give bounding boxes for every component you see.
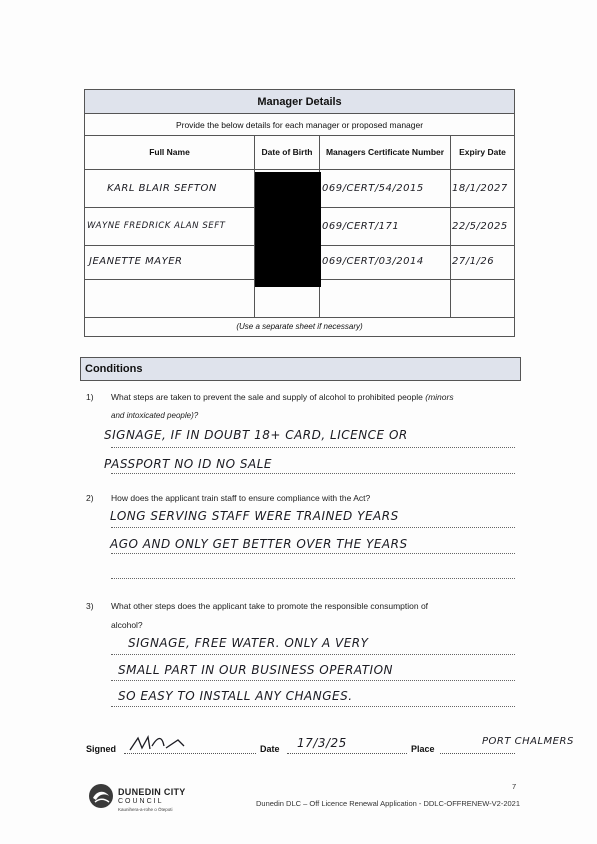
place-value: PORT CHALMERS bbox=[482, 736, 574, 747]
q3-answer-line-1: SIGNAGE, FREE WATER. ONLY A VERY bbox=[128, 636, 369, 650]
answer-line bbox=[111, 706, 515, 707]
logo-text-line-1: DUNEDIN CITY bbox=[118, 787, 186, 797]
header-full-name: Full Name bbox=[85, 136, 255, 169]
date-value: 17/3/25 bbox=[297, 736, 347, 750]
answer-line bbox=[111, 578, 515, 579]
manager-expiry: 22/5/2025 bbox=[452, 221, 508, 232]
manager-expiry: 27/1/26 bbox=[452, 256, 495, 267]
date-line bbox=[287, 753, 407, 754]
answer-line bbox=[111, 473, 515, 474]
table-header-row bbox=[85, 136, 514, 170]
manager-name: JEANETTE MAYER bbox=[89, 256, 183, 267]
manager-certificate: 069/CERT/54/2015 bbox=[322, 183, 424, 194]
q3-answer-line-2: SMALL PART IN OUR BUSINESS OPERATION bbox=[118, 663, 393, 677]
q1-answer-line-1: SIGNAGE, IF IN DOUBT 18+ CARD, LICENCE OR bbox=[104, 428, 408, 442]
table-footnote: (Use a separate sheet if necessary) bbox=[236, 322, 363, 331]
signature-line bbox=[124, 753, 256, 754]
place-label: Place bbox=[411, 744, 435, 754]
q2-answer-line-2: AGO AND ONLY GET BETTER OVER THE YEARS bbox=[110, 537, 408, 551]
q1-text-main: What steps are taken to prevent the sale and supply of alcohol to prohibited people bbox=[111, 392, 423, 402]
q3-answer-line-3: SO EASY TO INSTALL ANY CHANGES. bbox=[118, 689, 353, 703]
q1-text-italic: (minors bbox=[425, 392, 454, 402]
q3-text: What other steps does the applicant take to promote the responsible consumption of bbox=[111, 601, 429, 611]
manager-certificate: 069/CERT/03/2014 bbox=[322, 256, 424, 267]
manager-name: KARL BLAIR SEFTON bbox=[107, 183, 217, 194]
q2-number: 2) bbox=[86, 493, 94, 503]
answer-line bbox=[111, 447, 515, 448]
header-expiry: Expiry Date bbox=[459, 147, 506, 157]
q1-text bbox=[111, 392, 454, 402]
manager-expiry: 18/1/2027 bbox=[452, 183, 508, 194]
answer-line bbox=[111, 680, 515, 681]
conditions-heading: Conditions bbox=[80, 357, 521, 381]
logo-text-line-2: COUNCIL bbox=[118, 798, 164, 805]
q3-text-cont: alcohol? bbox=[111, 620, 143, 630]
q2-answer-line-1: LONG SERVING STAFF WERE TRAINED YEARS bbox=[110, 509, 399, 523]
signed-label: Signed bbox=[86, 744, 117, 754]
answer-line bbox=[111, 553, 515, 554]
q1-text-cont: and intoxicated people)? bbox=[111, 411, 199, 420]
manager-certificate: 069/CERT/171 bbox=[322, 221, 400, 232]
q2-text: How does the applicant train staff to ensure compliance with the Act? bbox=[111, 493, 371, 503]
answer-line bbox=[111, 654, 515, 655]
q3-number: 3) bbox=[86, 601, 94, 611]
date-label: Date bbox=[260, 744, 280, 754]
q1-number: 1) bbox=[86, 392, 94, 402]
redaction-block bbox=[255, 172, 321, 287]
dunedin-city-council-logo-icon bbox=[87, 782, 115, 810]
header-certificate: Managers Certificate Number bbox=[320, 136, 451, 169]
place-line bbox=[440, 753, 515, 754]
signature-mark bbox=[128, 732, 188, 754]
logo-text-line-3: Kaunihera-a-rohe o Ōtepoti bbox=[118, 807, 173, 812]
answer-line bbox=[111, 527, 515, 528]
table-subtitle: Provide the below details for each manager or proposed manager bbox=[85, 114, 514, 136]
document-reference: Dunedin DLC – Off Licence Renewal Application - DDLC-OFFRENEW-V2-2021 bbox=[256, 799, 521, 808]
page-number: 7 bbox=[512, 782, 517, 791]
manager-name: WAYNE FREDRICK ALAN SEFT bbox=[87, 221, 226, 231]
q1-answer-line-2: PASSPORT NO ID NO SALE bbox=[104, 457, 272, 471]
table-title: Manager Details bbox=[85, 90, 514, 114]
header-dob: Date of Birth bbox=[255, 136, 320, 169]
